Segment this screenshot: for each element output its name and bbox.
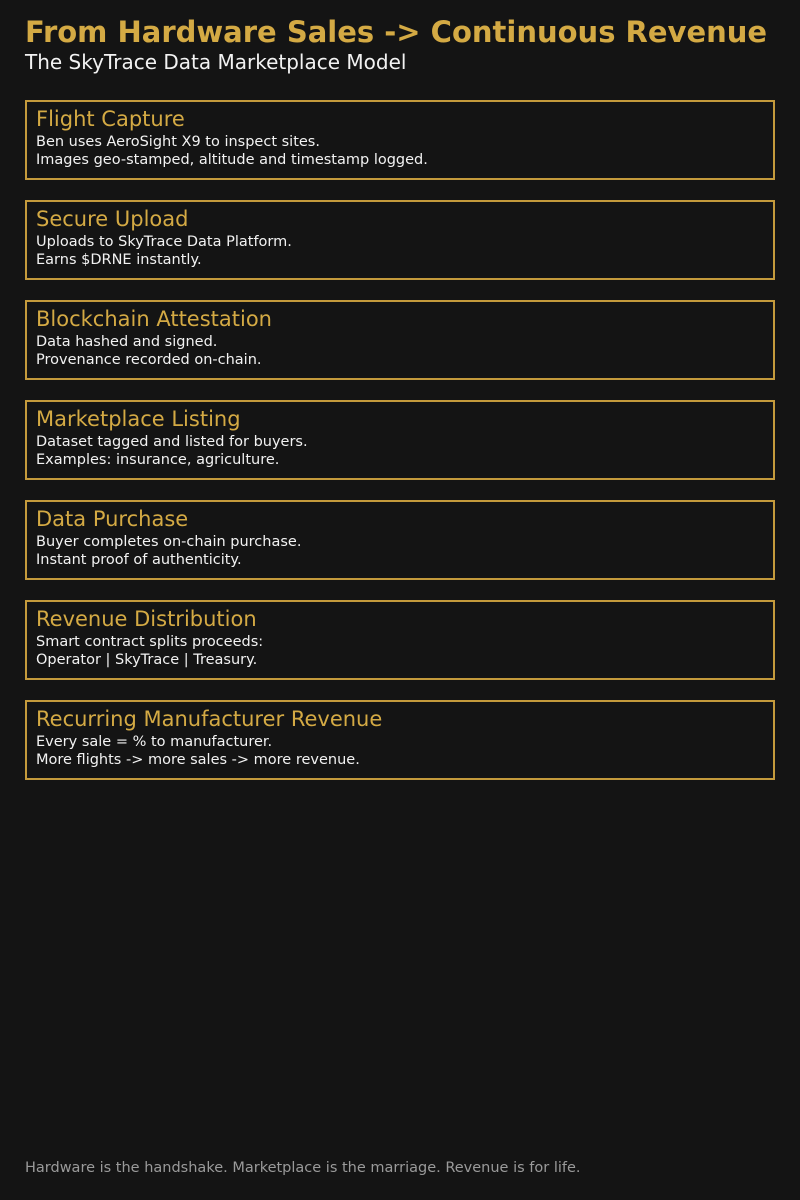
step-box-flight-capture (25, 100, 775, 180)
page-subtitle: The SkyTrace Data Marketplace Model (25, 50, 407, 74)
step-box-data-purchase (25, 500, 775, 580)
step-box-secure-upload (25, 200, 775, 280)
footer-tagline: Hardware is the handshake. Marketplace is the marriage. Revenue is for life. (25, 1160, 581, 1176)
step-description-line: Every sale = % to manufacturer. (36, 734, 273, 750)
step-description-line: Buyer completes on-chain purchase. (36, 534, 302, 550)
step-description-line: Provenance recorded on-chain. (36, 352, 262, 368)
step-box-blockchain-attestation (25, 300, 775, 380)
step-title: Revenue Distribution (36, 607, 257, 631)
step-title: Data Purchase (36, 507, 189, 531)
step-title: Recurring Manufacturer Revenue (36, 707, 383, 731)
step-description-line: Instant proof of authenticity. (36, 552, 242, 568)
step-description-line: Images geo-stamped, altitude and timestamp logged. (36, 152, 428, 168)
step-description-line: Uploads to SkyTrace Data Platform. (36, 234, 292, 250)
step-description-line: Ben uses AeroSight X9 to inspect sites. (36, 134, 320, 150)
step-description-line: Operator | SkyTrace | Treasury. (36, 652, 258, 668)
step-box-revenue-distribution (25, 600, 775, 680)
step-description-line: Smart contract splits proceeds: (36, 634, 264, 650)
process-steps (25, 100, 775, 800)
step-description-line: More flights -> more sales -> more revenue. (36, 752, 360, 768)
page-title: From Hardware Sales -> Continuous Revenue (25, 15, 768, 49)
step-description-line: Examples: insurance, agriculture. (36, 452, 280, 468)
step-box-marketplace-listing (25, 400, 775, 480)
step-description-line: Earns $DRNE instantly. (36, 252, 202, 268)
step-title: Marketplace Listing (36, 407, 241, 431)
step-title: Flight Capture (36, 107, 185, 131)
step-title: Blockchain Attestation (36, 307, 272, 331)
step-description-line: Data hashed and signed. (36, 334, 218, 350)
step-box-recurring-manufacturer-revenue (25, 700, 775, 780)
step-title: Secure Upload (36, 207, 189, 231)
step-description-line: Dataset tagged and listed for buyers. (36, 434, 308, 450)
